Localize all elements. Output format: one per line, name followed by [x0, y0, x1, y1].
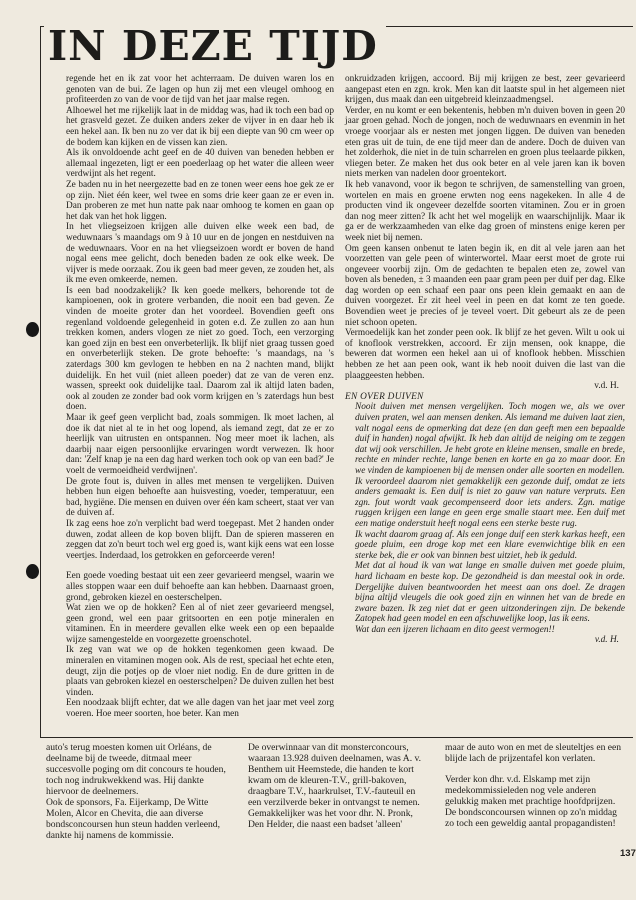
- paragraph: Verder, en nu komt er een bekentenis, hebben m'n duiven boven in geen 20 jaar groen gehad. Noch de jongen, noch de weduwnaars en evenmin in het vroege voorjaar als er nesten met jongen liggen. De duiven van beneden eten gras uit de tuin, de ene tijd meer dan de andere. Doch de duiven van het zolderhok, die niet in de tuin scharrelen en groen plus teelaarde pikken, vliegen beter. Ze maken het dus ook beter en al vele jaren kan ik boven niets merken van nadelen door groentekort.: [345, 105, 625, 180]
- paragraph: maar de auto won en met de sleuteltjes en een blijde lach de prijzentafel kon verlaten.: [445, 742, 622, 764]
- italic-section: [345, 402, 625, 646]
- paragraph: Een goede voeding bestaat uit een zeer gevarieerd mengsel, waarin we alles stoppen waar een duif behoefte aan kan hebben. Daarnaast groen, grond, gebroken kiezel en oesterschelpen.: [66, 571, 334, 603]
- paragraph: Een noodzaak blijft echter, dat we alle dagen van het jaar met veel zorg voeren. Hoe meer soorten, hoe beter. Kan men: [66, 698, 334, 720]
- bottom-column-2: [248, 742, 428, 830]
- paragraph: Ik wacht daarom graag af. Als een jonge duif een sterk karkas heeft, een goede pluim, een droge kop met een klare evenwichtige blik en een sterke bek, die er ook van binnen best uitziet, heb ik geduld.: [355, 529, 625, 561]
- paragraph: auto's terug moesten komen uit Orléans, de deelname bij de tweede, ditmaal meer succesvolle poging om dit concours te houden, toch nog indrukwekkend was. Hij dankte hiervoor de deelnemers.: [46, 742, 226, 797]
- left-column: [66, 74, 334, 720]
- bottom-column-3: [445, 742, 625, 829]
- punch-hole-icon: [26, 322, 39, 337]
- section-subheading: EN OVER DUIVEN: [345, 391, 424, 402]
- paragraph: Als ik onvoldoende acht geef en de 40 duiven van beneden hebben er allemaal ingezeten, ligt er een poederlaag op het water die alleen weer verdwijnt als het regent.: [66, 148, 334, 180]
- signature: v.d. H.: [594, 635, 619, 646]
- paragraph: De overwinnaar van dit monsterconcours, waaraan 13.928 duiven deelnamen, was A. v. Benthem uit Heemstede, die handen te kort kwam om de kleuren-T.V., grill-bakoven, draagbare T.V., haarkrulset, T.V.-fauteuil en een verzilverde beker in ontvangst te nemen.: [248, 742, 422, 808]
- paragraph: De grote fout is, duiven in alles met mensen te vergelijken. Duiven hebben hun eigen behoefte aan huisvesting, voeder, temperatuur, een bad, hygiëne. Die mensen en duiven over één kam scheert, staat ver van de duiven af.: [66, 476, 334, 519]
- paragraph: Wat dan een ijzeren lichaam en dito geest vermogen!!: [355, 624, 555, 635]
- paragraph: Ik zag eens hoe zo'n verplicht bad werd toegepast. Met 2 handen onder duwen, zodat alleen de kop boven blijft. Dan de spieren masseren en zeggen dat zo'n beurt toch wel erg goed is, want kijk eens wat een losse veertjes. Inderdaad, los getrokken en geforceerde veren!: [66, 518, 334, 561]
- paragraph: Ik zeg van wat we op de hokken tegenkomen geen kwaad. De mineralen en vitaminen mogen ook. Als de rest, speciaal het echte eten, deugt, zijn die potjes op de vloer niet nodig. En de dure gritten in de plaats van gebroken kiezel en oesterschelpen? De duiven zullen het best vinden.: [66, 645, 334, 698]
- paragraph: Om geen kansen onbenut te laten begin ik, en dit al vele jaren aan het voorzetten van gele peen of winterwortel. Maar eerst moet de grote rui ongeveer voorbij zijn. Om de gedachten te bepalen eten ze, zowel van boven als beneden, ± 3 maanden een paar gram peen per duif per dag. Elke dag worden op een schaaf een paar ons peen klein gemaakt en aan de duiven voorgezet. Er zit heel veel in peen en dat komt ze ten goede. Bovendien weet je precies of je teveel voert. Dit gebeurt als ze de peen niet schoon opeten.: [345, 243, 625, 328]
- page-number: 137: [620, 848, 636, 859]
- bottom-column-1: [46, 742, 226, 841]
- paragraph: Ze baden nu in het neergezette bad en ze tonen weer eens hoe gek ze er op zijn. Niet één keer, wel twee en soms drie keer gaan ze er even in. Dan proberen ze met hun natte pak naar omhoog te komen en gaan op het dak van het hok liggen.: [66, 179, 334, 222]
- article-title: IN DEZE TIJD: [44, 22, 386, 70]
- right-column: [345, 74, 625, 646]
- paragraph: In het vliegseizoen krijgen alle duiven elke week een bad, de weduwnaars 's maandags om 9 à 10 uur en de jongen en nestduiven na de weduwnaars. Voor en na het vliegseizoen wordt er boven de hand nogal eens mee gelicht, doch beneden baden ze ook elke week. De vijver is mede oorzaak. Zou ik geen bad meer geven, ze zouden het, als ik me even omkeerde, nemen.: [66, 222, 334, 286]
- paragraph: Maar ik geef geen verplicht bad, zoals sommigen. Ik moet lachen, al doe ik dat niet al te in het oog lopend, als iemand zegt, dat ze er zo heerlijk van uitrusten en ontspannen. Nog meer moet ik lachen, als daarbij naar eigen persoonlijke ervaringen wordt verwezen. Ik hoor dan: 'Zelf knap je na een dag hard werken toch ook op van een bad?' Je voelt de vermoeidheid verdwijnen'.: [66, 413, 334, 476]
- paragraph: Verder kon dhr. v.d. Elskamp met zijn medekommissieleden nog vele anderen gelukkig maken met prachtige hoofdprijzen. De bondsconcoursen winnen op zo'n middag zo toch een geweldig aantal propagandisten!: [445, 774, 617, 829]
- paragraph: onkruidzaden krijgen, accoord. Bij mij krijgen ze best, zeer gevarieerd aangepast eten en zgn. krok. Men kan dit laatste spul in het algemeen niet krijgen, dus maak dan een uitgebreid kleinzaadmengsel.: [345, 74, 625, 106]
- paragraph: regende het en ik zat voor het achterraam. De duiven waren los en genoten van de bui. Ze lagen op hun zij met een vleugel omhoog en profiteerden zo van de voor de tijd van het jaar malse regen.: [66, 74, 334, 106]
- paragraph: Ik heb vanavond, voor ik begon te schrijven, de samenstelling van groen, wortelen en mais en groene erwten nog eens nagekeken. In alle 4 de producten vind ik ongeveer dezelfde soorten vitaminen. Zou er in groen dan nog meer zitten? Ik acht het wel mogelijk en waarschijnlijk. Maar ik ga er de werkzaamheden van elke dag groen of minstens enige keren per week niet bij nemen.: [345, 179, 625, 243]
- paragraph: Gemakkelijker was het voor dhr. N. Pronk, Den Helder, die naast een badset 'alleen': [248, 808, 413, 830]
- signature: v.d. H.: [594, 381, 619, 392]
- paragraph: Ook de sponsors, Fa. Eijerkamp, De Witte Molen, Alcor en Chevita, die aan diverse bondsconcoursen hun steun hadden verleend, dankte hij namens de kommissie.: [46, 797, 220, 841]
- paragraph: Nooit duiven met mensen vergelijken. Toch mogen we, als we over duiven praten, wel aan mensen denken. Als iemand me duiven laat zien, valt nogal eens de opmerking dat deze (en dan geeft men een bepaalde duif in handen) nogal afwijkt. Ik heb dan altijd de neiging om te zeggen dat wij ook verschillen. Je hebt grote en kleine mensen, smalle en brede, rechte en minder rechte, lange benen en korte en ga zo maar door. En we vinden de kampioenen bij de mensen onder alle soorten en modellen.: [355, 402, 625, 476]
- punch-hole-icon: [26, 564, 39, 579]
- paragraph: Alhoewel het me rijkelijk laat in de middag was, had ik toch een bad op het grasveld gezet. Ze duiken anders zeker de vijver in en daar heb ik een hekel aan. Ik ben nu zo ver dat ik bij een diepte van 90 cm weer op de bodem kan kijken en de vissen kan zien.: [66, 105, 334, 148]
- paragraph: Met dat al houd ik van wat lange en smalle duiven met goede pluim, hard lichaam en beste kop. De gezondheid is dan meestal ook in orde. Dergelijke duiven beantwoorden het meest aan ons doel. Ze dragen bijna altijd vleugels die ook goed zijn en winnen het van de brede en zware bazen. Ik zeg niet dat er geen uitzonderingen zijn. De bekende Zatopek had geen model en een afschuwelijke loop, las ik eens.: [355, 561, 625, 625]
- paragraph: Vermoedelijk kan het zonder peen ook. Ik blijf ze het geven. Wilt u ook ui of knoflook verstrekken, accoord. Er zijn mensen, ook knappe, die beweren dat wormen een hekel aan ui of knoflook hebben. Misschien hebben ze het aan peen ook, want ik heb nooit duiven die last van die plaaggeesten hebben.: [345, 328, 625, 381]
- paragraph: Ik veroordeel daarom niet gemakkelijk een gezonde duif, omdat ze iets anders gemaakt is. Een duif is niet zo gauw van nature verpruts. Een zgn. fout wordt vaak gecompenseerd door iets anders. Zgn. matige ruggen krijgen een lange en geen erge smalle staart mee. Een duif met een matige onderstuit heeft nogal eens een sterke beste rug.: [355, 476, 625, 529]
- paragraph: Wat zien we op de hokken? Een al of niet zeer gevarieerd mengsel, geen grond, wel een paar gritsoorten en een potje mineralen en vitaminen. En in meerdere gevallen elke week een op een bepaalde wijze samengestelde en voorgezette groenschotel.: [66, 603, 334, 645]
- paragraph: Is een bad noodzakelijk? Ik ken goede melkers, behorende tot de kampioenen, ook in grotere verbanden, die nooit een bad geven. Ze vinden de moeite groter dan het voordeel. Bovendien geeft ons regenland voldoende gelegenheid in goten e.d. Ze zullen zo aan hun trekken komen, anders vlogen ze niet zo goed. Toch, een verzorging kan goed zijn en best een onverbeterlijk. Ik blijf niet graag tussen goed en onverbeterlijk steken. De grote behoefte: 's maandags, na 's zaterdags 300 km gevlogen te hebben en na 2 nachten mand, blijkt duidelijk. En het vuil (niet alleen poeder) dat ze van de veren enz. wassen, spreekt ook duidelijke taal. Daarom zal ik altijd laten baden, ook al zouden ze zonder bad ook vorm krijgen en 's zaterdags hun best doen.: [66, 285, 334, 413]
